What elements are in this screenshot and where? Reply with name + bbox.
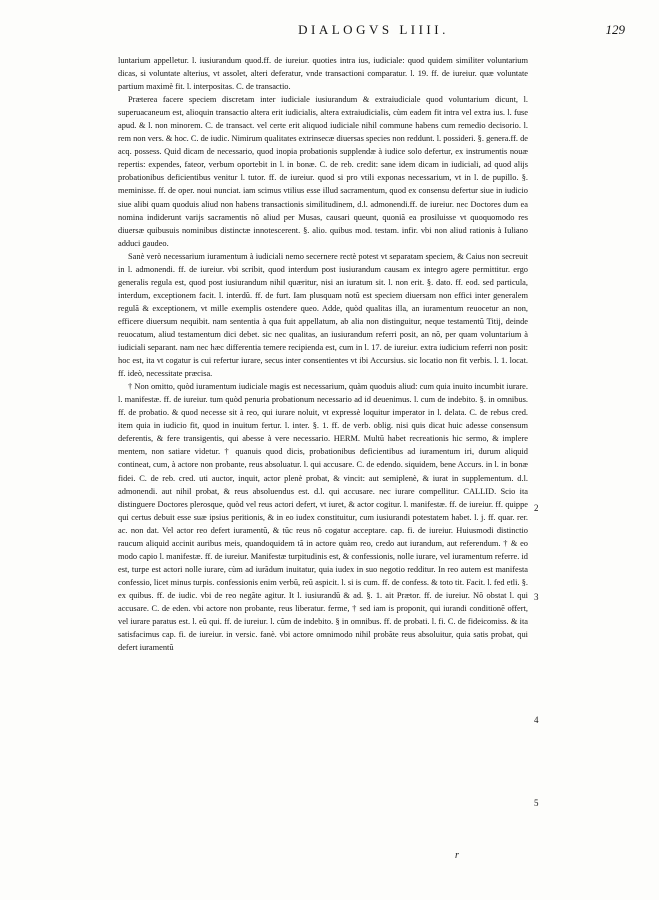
page-number: 129 xyxy=(605,22,625,37)
running-title: DIALOGVS LIIII. xyxy=(298,22,449,37)
text-column xyxy=(118,54,528,654)
margin-note-4: 4 xyxy=(534,715,539,725)
paragraph: † Non omitto, quòd iuramentum iudiciale magis est necessarium, quàm quoduis aliud: cum quia inuito incumbit iurare. l. manifestæ. ff. de iureiur. tum quòd penuria probationum necessario ad id deuenimus. l. cum de indebito. §. in omnibus. ff. de probatio. & quod necesse sit à reo, qui iurare noluit, vt expressè loquitur imperator in l. delata. C. de rebus cred. item quia in iudicio fit, quod in inuitum fertur. l. inter. §. 1. ff. de verb. oblig. nisi quis dicat huic adesse consensum deferentis, & fere transigentis, qui abesse à vere necessario. HERM. Multũ habet recreationis hic sermo, & implere mentem, non satiare videtur. † quanuis quod dicis, probationibus deficientibus ad iuramentum iri, durum aliquid contineat, cum, à actore non probante, reus absoluatur. l. qui accusare. C. de edendo. siquidem, bene Accurs. in l. in bonæ fidei. C. de reb. cred. uti auctor, inquit, actor plenè probat, & vincit: aut semiplenè, & iurat in supplementum. d.l. admonendi. aut nihil probat, & reus absoluendus est. d.l. qui accusare. nec iurare compellitur. CALLID. Scio ita distinguere Doctores plerosque, quòd vel reus actori defert, vt iuret, & actor cogitur. l. manifestæ. ff. de iureiur. ff. quippe qui certus debuit esse suæ ipsius peritionis, & in eo iudex constituitur, cum iusiurandi potestatem habet. l. j. ff. quar. rer. ac. non dat. Vel actor reo defert iuramentũ, & tũc reus nõ cogatur acceptare. cap. fi. de iureiur. Huiusmodi distinctio raucum aliquid accinit auribus meis, quandoquidem tã in actore quàm reo, credo aut iurandum, aut referendum. † & eo modo capio l. manifestæ. ff. de iureiur. Manifestæ turpitudinis est, & confessionis, nolle iurare, vel iuramentum referre. id est, turpe est actori nolle iurare, cùm ad iurãdum inuitatur, quia iudex in suo negotio redditur. In reo autem est manifesta confessio, licet minus turpis. confessionis enim verbũ, reũ aspicit. l. si is cum. ff. de confess. & toto tit. Facit. l. fed etli. §. ex quibus. ff. de iudic. vbi de reo negãte agitur. It l. iusiurandũ & ad. §. 1. ait Prætor. ff. de iureiur. Nõ obstat l. qui accusare. C. de eden. vbi actore non probante, reus liberatur. ferme, † sed iam is proponit, qui iurandi conditionẽ offert, vel iurare paratus est. l. eũ qui. ff. de iureiur. l. cũm de indebito. § in omnibus. ff. de probati. l. fi. C. de fideicomiss. & ita satisfacimus cap. fi. de iureiur. in versic. fanè. vbi actore omnimodo nihil probãte reus absoluitur, quia satis probat, qui defert iuramentũ xyxy=(118,382,528,653)
paragraph: Sanè verò necessarium iuramentum à iudiciali nemo secernere rectè potest vt separatam speciem, & Caius non secreuit in l. admonendi. ff. de iureiur. vbi scribit, quod interdum post iusiurandum causam ex integro agere permittitur. ergo generalis regula est, quod post iusiurandum nihil quæritur, nisi an iuratum sit. l. non erit. §. dato. ff. eod. sed particula, interdum, exceptionem facit. l. interdũ. ff. de furt. Iam plusquam notũ est speciem diuersam non effici inter generalem regulã & exceptionem, vt mille exemplis ostendere queo. Adde, quòd qualitas illa, an iuramentum reuocetur an non, efficere diuersum nequibit. nam sententia à qua fuit appellatum, ab alia non distinguitur, neque testamentũ Titij, deinde reuocatum, aliud testamentum dici debet. sic nec qualitas, an iusiurandum referri posit, an nõ, per quam voluntarium à iudiciali separant. nam nec hæc differentia temere recipienda est, cum in l. 17. de iureiur. extra iudicium referri non posit: hoc est, ita vt cogatur is cui refertur iurare, secus inter consentientes vt ibi Accursius. sic locatio non fit verbis. l. 1. locat. ff. ideò, necessitate præcisa. xyxy=(118,251,528,379)
margin-note-5: 5 xyxy=(534,798,539,808)
margin-note-2: 2 xyxy=(534,503,539,513)
paragraph: Præterea facere speciem discretam inter iudiciale iusiurandum & extraiudiciale quod voluntarium dicunt, l. superuacaneum est, alioquin transactio altera erit iudicialis, altera extraiudicialis, cùm eadem fit intra vel extra ius. l. fuse apud. & l. non minorem. C. de transact. vel certe erit aliquod iudiciale nihil commune habens cum remedio decisorio. l. rem non vers. & hoc. C. de iudic. Nimirum qualitates extrinsecæ diuersas species non reddunt. l. possideri. §. genera.ff. de acq. possess. Quid dicam de necessario, quod inopia probationis supplendæ à iudice solo defertur, ex instrumentis nouæ repertis: expendes, fateor, verbum oportebit in l. in bonæ. C. de reb. credit: sane idem dicam in iudiciali, ad quod alijs probationibus deficientibus venitur l. tutor. ff. de iureiur. quod si pro vtili exponas necessarium, vt in l. de pupillo. §. meminisse. ff. de oper. noui nunciat. iam scimus vtilius esse illud sacramentum, quod ex consensu defertur siue in iudicio siue alibi quam quoduis aliud non habens transactionis similitudinem, d.l. admonendi.ff. de iureiur. nec Doctores dum ea nomina indiderunt varijs sacramentis nõ aliud per Musas, causari queunt, quoniã ea prosiluisse vt quoquomodo res diuersæ quibusuis nominibus distinctæ innotescerent. §. alio. quibus mod. testam. infir. vbi non aliud rationis à Iuliano adduci gaudeo. xyxy=(118,95,528,248)
signature-mark: r xyxy=(455,850,459,861)
margin-note-3: 3 xyxy=(534,592,539,602)
paragraph-continuation: luntarium appelletur. l. iusiurandum quod.ff. de iureiur. quoties intra ius, iudiciale: quod quidem similiter voluntarium dicas, si voluntate alterius, vt assolet, alteri deferatur, vnde transactioni comparatur. l. 19. ff. de iureiur. quæ voluntate partium maximè fit. l. interpositas. C. de transactio. xyxy=(118,56,528,92)
running-header xyxy=(118,22,629,44)
